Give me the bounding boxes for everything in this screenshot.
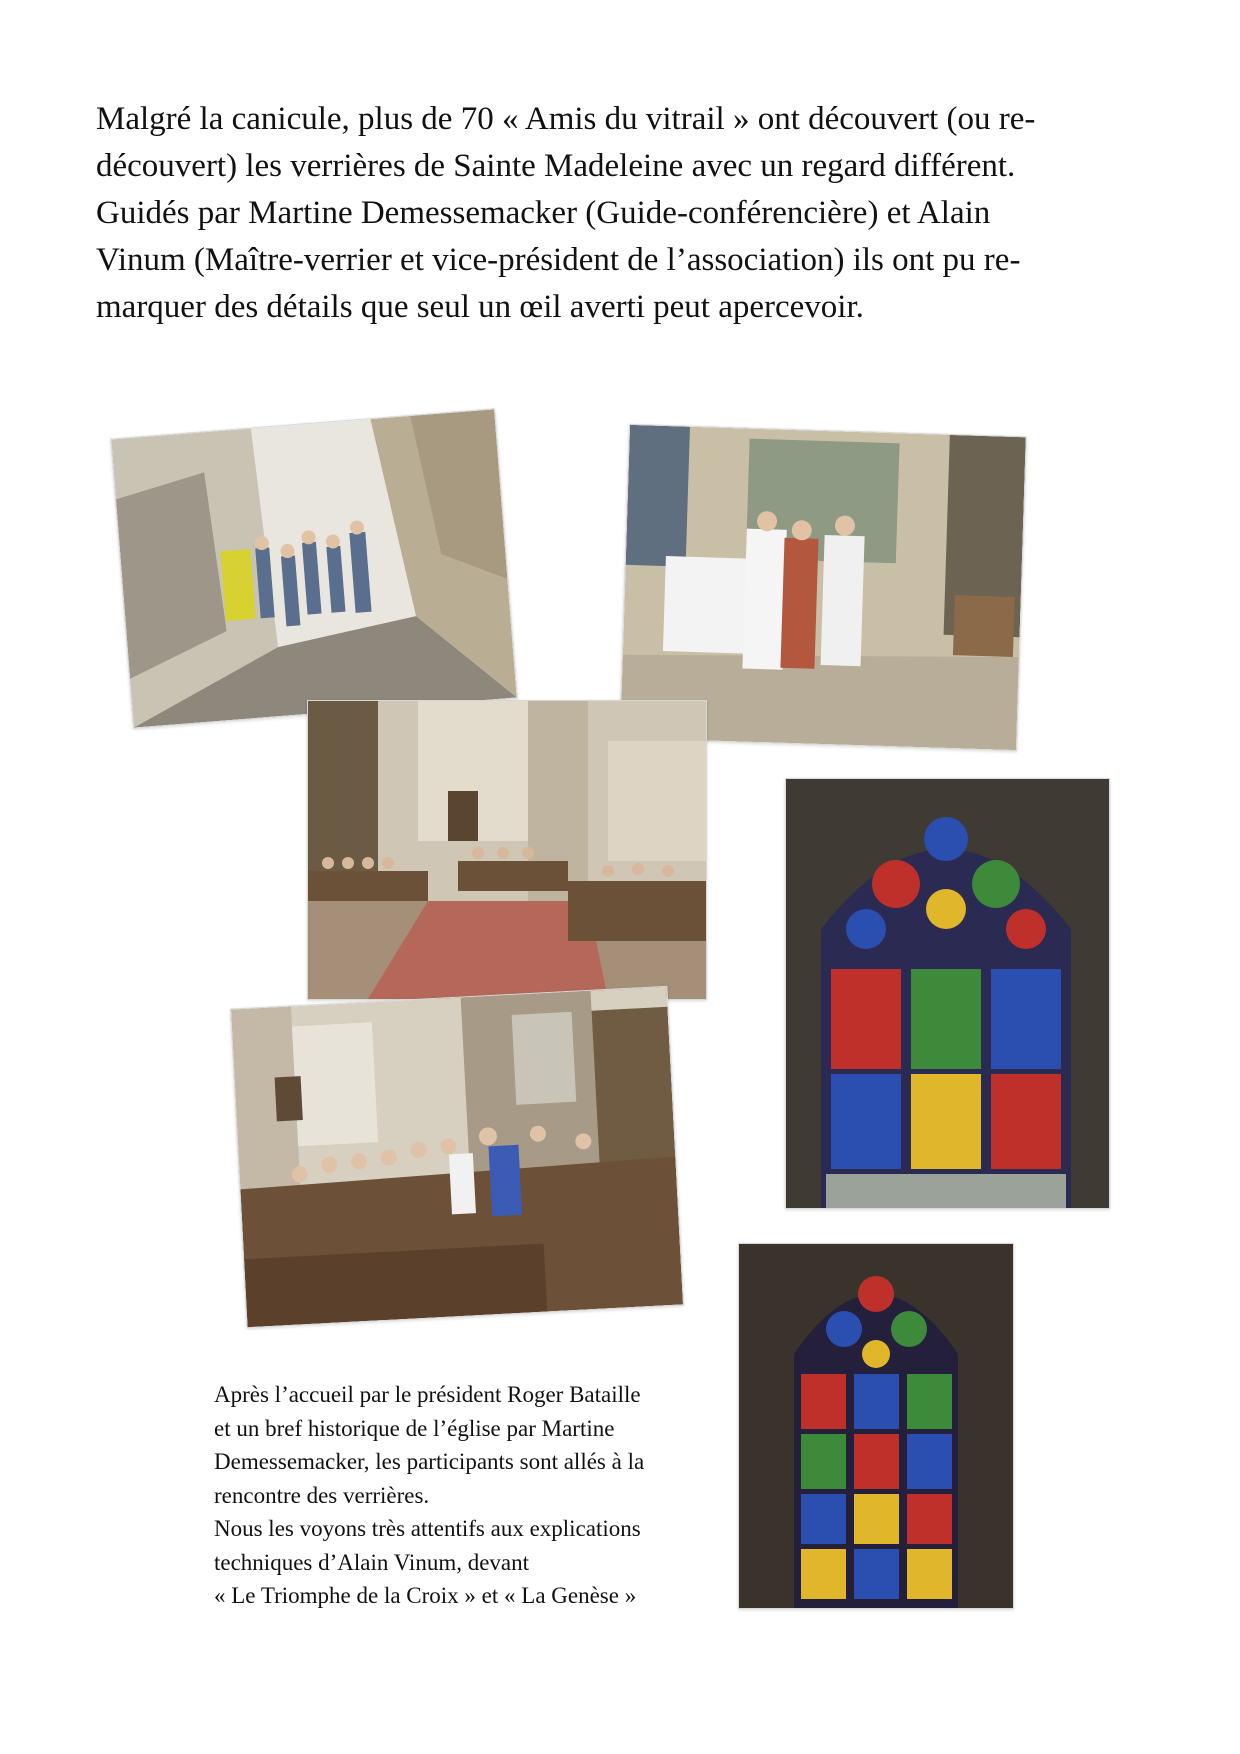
- caption-line: Après l’accueil par le président Roger Bataille: [214, 1382, 641, 1407]
- photo-choir-group: [230, 986, 684, 1328]
- caption-line: Demessemacker, les participants sont allés à la: [214, 1449, 645, 1474]
- photo-stained-glass-window-2: [738, 1243, 1014, 1609]
- caption-line: techniques d’Alain Vinum, devant: [214, 1549, 530, 1575]
- caption-line: Nous les voyons très attentifs aux explications: [214, 1516, 641, 1541]
- photo-nave-audience: [307, 700, 707, 1000]
- caption-line: et un bref historique de l’église par Martine: [214, 1415, 615, 1441]
- caption-line: « Le Triomphe de la Croix » et « La Genèse »: [214, 1583, 637, 1608]
- caption-paragraph: [214, 1378, 734, 1613]
- intro-line: marquer des détails que seul un œil averti peut apercevoir.: [96, 289, 864, 325]
- intro-line: Vinum (Maître-verrier et vice-président de l’association) ils ont pu re-: [96, 242, 1021, 278]
- intro-line: Malgré la canicule, plus de 70 « Amis du vitrail » ont découvert (ou re-: [96, 101, 1036, 137]
- photo-street-group: [110, 408, 518, 728]
- intro-paragraph: [96, 96, 1176, 331]
- intro-line: Guidés par Martine Demessemacker (Guide-conférencière) et Alain: [96, 195, 991, 231]
- photo-stained-glass-window-1: [785, 778, 1110, 1209]
- intro-line: découvert) les verrières de Sainte Madeleine avec un regard différent.: [96, 148, 1016, 184]
- caption-line: rencontre des verrières.: [214, 1482, 430, 1508]
